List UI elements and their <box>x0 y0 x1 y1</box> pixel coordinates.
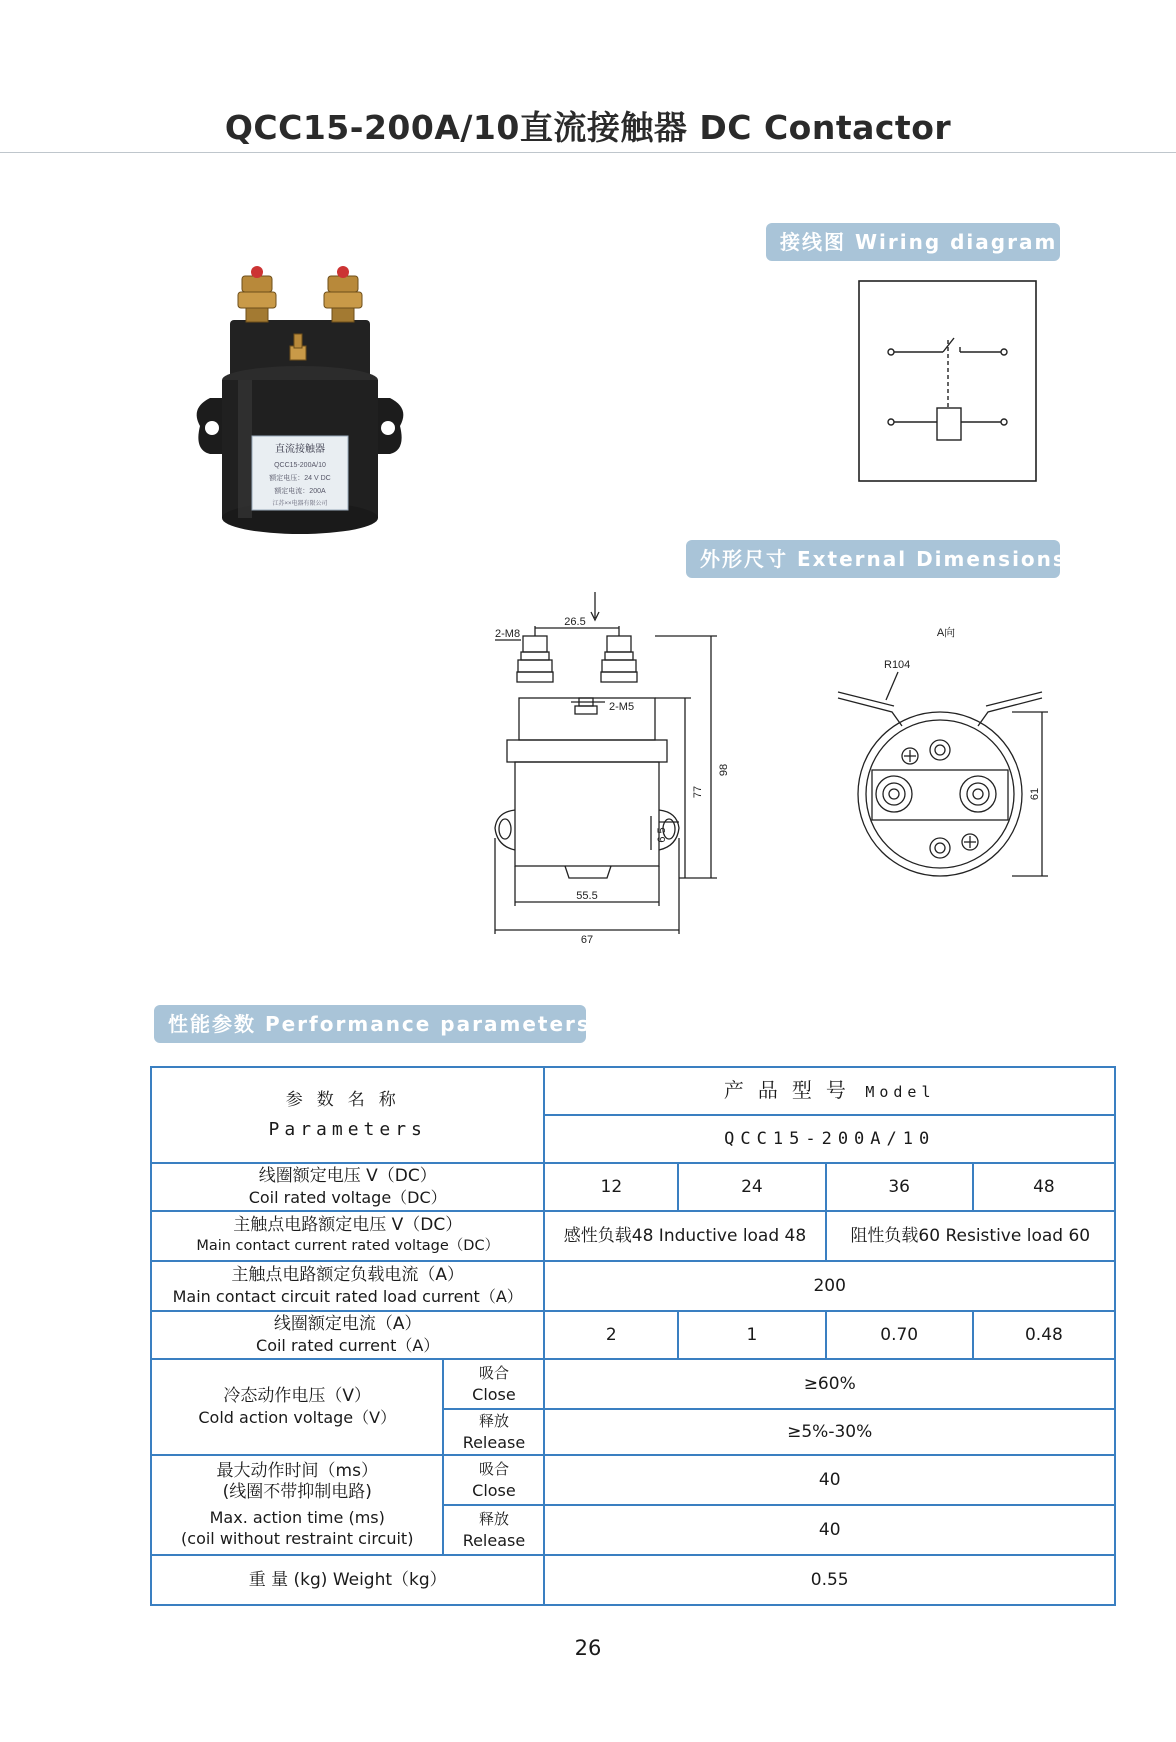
param-header-en: Parameters <box>268 1119 427 1140</box>
model-header-zh: 产品型号 <box>723 1077 860 1102</box>
svg-text:直流接触器: 直流接触器 <box>275 444 325 455</box>
external-dimensions-heading: 外形尺寸 External Dimensions <box>686 540 1060 578</box>
cold-action-close-value: ≥60% <box>544 1359 1115 1409</box>
dim-view-a-height: 61 <box>1029 787 1041 801</box>
dim-overall-height: 98 <box>718 763 730 777</box>
parameters-table <box>150 1066 1116 1606</box>
view-a-drawing <box>832 622 1060 904</box>
coil-current-48v: 0.48 <box>973 1311 1115 1359</box>
cold-action-release-label: 释放 Release <box>443 1409 544 1455</box>
max-action-release-value: 40 <box>544 1505 1115 1555</box>
view-a-label: A向 <box>936 627 956 639</box>
coil-voltage-24: 24 <box>678 1163 825 1211</box>
product-photo <box>180 258 420 558</box>
svg-text:江苏××电器有限公司: 江苏××电器有限公司 <box>272 501 328 507</box>
table-row <box>151 1311 1115 1359</box>
svg-text:额定电压：24 V DC: 额定电压：24 V DC <box>269 475 331 482</box>
weight-label: 重 量 (kg) Weight（kg） <box>151 1555 544 1605</box>
max-action-close-value: 40 <box>544 1455 1115 1505</box>
wiring-diagram-heading: 接线图 Wiring diagram <box>766 223 1060 261</box>
table-row <box>151 1359 1115 1409</box>
main-voltage-inductive: 感性负载48 Inductive load 48 <box>544 1211 825 1261</box>
table-row <box>151 1455 1115 1505</box>
coil-current-12v: 2 <box>544 1311 678 1359</box>
svg-text:QCC15-200A/10: QCC15-200A/10 <box>274 462 326 469</box>
table-row <box>151 1163 1115 1211</box>
cold-action-release-value: ≥5%-30% <box>544 1409 1115 1455</box>
dim-terminals: 2-M8 <box>495 628 521 640</box>
coil-voltage-36: 36 <box>826 1163 973 1211</box>
param-header-cell <box>151 1067 544 1163</box>
dim-terminal-pitch: 26.5 <box>564 616 586 628</box>
dim-body-height: 77 <box>692 785 704 799</box>
table-row <box>151 1211 1115 1261</box>
dim-radius: R104 <box>884 659 911 671</box>
table-row <box>151 1261 1115 1311</box>
cold-action-label: 冷态动作电压（V） Cold action voltage（V） <box>151 1359 443 1455</box>
main-voltage-resistive: 阻性负载60 Resistive load 60 <box>826 1211 1115 1261</box>
front-dimension-drawing <box>485 588 755 950</box>
page-number: 26 <box>574 1636 602 1660</box>
max-action-release-label: 释放 Release <box>443 1505 544 1555</box>
main-current-value: 200 <box>544 1261 1115 1311</box>
coil-voltage-12: 12 <box>544 1163 678 1211</box>
coil-current-36v: 0.70 <box>826 1311 973 1359</box>
table-row <box>151 1555 1115 1605</box>
model-value: QCC15-200A/10 <box>544 1115 1115 1163</box>
max-action-label: 最大动作时间（ms） (线圈不带抑制电路) Max. action time (ms) (coil without restraint circuit) <box>151 1455 443 1555</box>
dim-small-terminal: 2-M5 <box>609 701 635 713</box>
main-voltage-label: 主触点电路额定电压 V（DC） Main contact current rated voltage（DC） <box>151 1211 544 1261</box>
coil-current-24v: 1 <box>678 1311 825 1359</box>
page-title: QCC15-200A/10直流接触器 DC Contactor <box>224 108 952 147</box>
dim-body-width: 55.5 <box>576 890 598 902</box>
wiring-diagram <box>858 280 1038 482</box>
model-header-cell <box>544 1067 1115 1115</box>
coil-current-label: 线圈额定电流（A） Coil rated current（A） <box>151 1311 544 1359</box>
coil-voltage-48: 48 <box>973 1163 1115 1211</box>
max-action-close-label: 吸合 Close <box>443 1455 544 1505</box>
param-header-zh: 参数名称 <box>285 1090 410 1110</box>
coil-voltage-label: 线圈额定电压 V（DC） Coil rated voltage（DC） <box>151 1163 544 1211</box>
dim-overall-width: 67 <box>580 934 594 946</box>
svg-text:额定电流：200A: 额定电流：200A <box>274 488 326 495</box>
dim-bracket-height: 6.5 <box>656 827 668 843</box>
weight-value: 0.55 <box>544 1555 1115 1605</box>
model-header-en: Model <box>865 1082 936 1101</box>
performance-parameters-heading: 性能参数 Performance parameters <box>154 1005 586 1043</box>
cold-action-close-label: 吸合 Close <box>443 1359 544 1409</box>
main-current-label: 主触点电路额定负载电流（A） Main contact circuit rated load current（A） <box>151 1261 544 1311</box>
title-divider <box>0 152 1176 153</box>
